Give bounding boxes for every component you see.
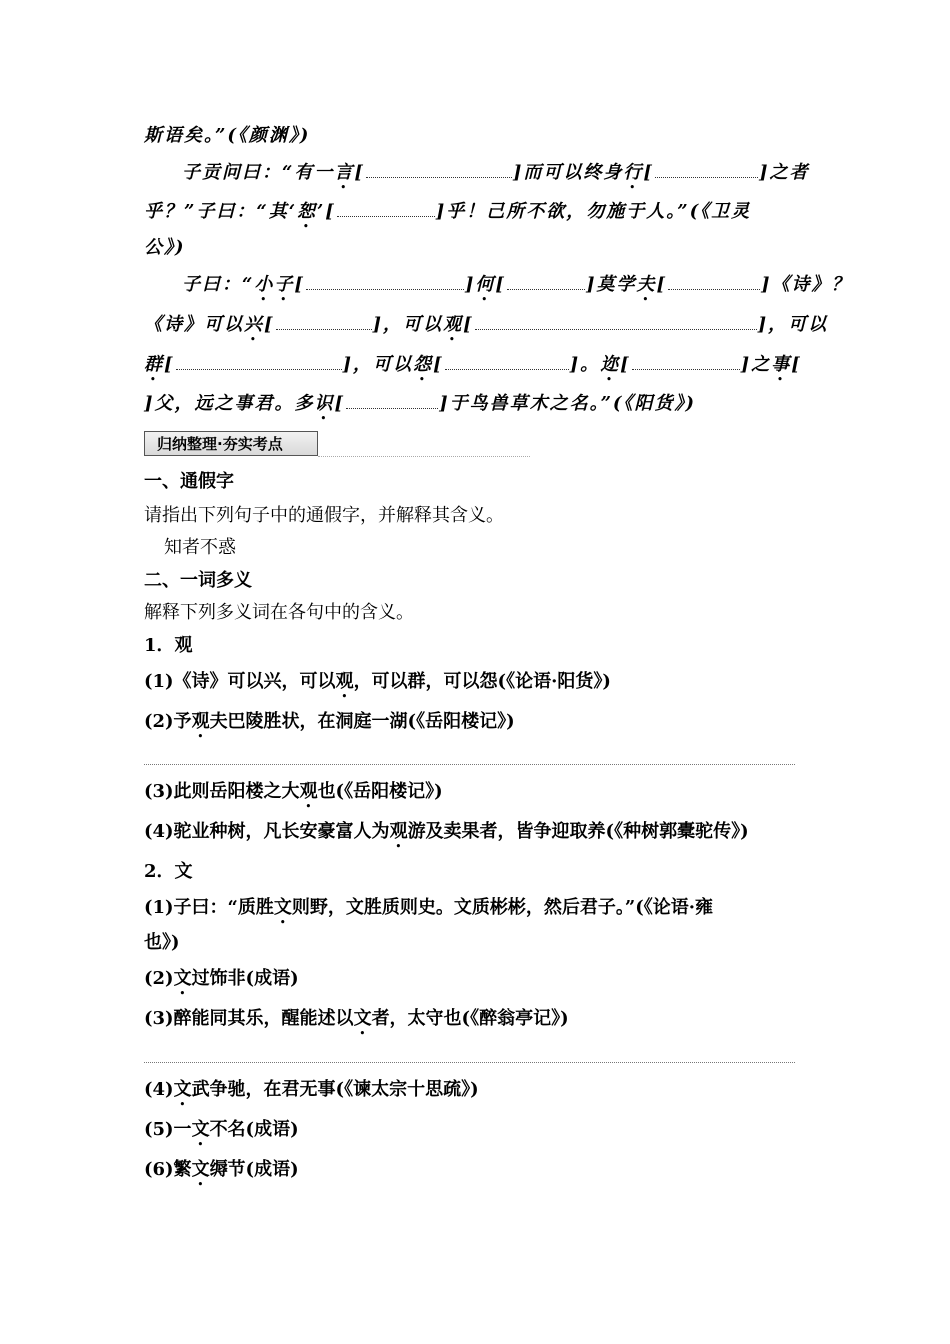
subsection-heading: 2．文 <box>144 861 193 882</box>
text: 也(《岳阳楼记》) <box>317 781 443 802</box>
answer-blank[interactable] <box>445 355 569 370</box>
key-word: 文 <box>173 968 192 989</box>
text: ]，可以 <box>757 314 829 335</box>
question-item <box>144 967 299 999</box>
text: ] <box>464 274 476 295</box>
text: ]于鸟兽草木之名。”(《阳货》) <box>439 393 696 414</box>
subsection-heading: 1．观 <box>144 635 193 656</box>
key-word: 恕 <box>296 201 317 222</box>
question-item <box>144 820 749 852</box>
question-item <box>144 670 611 702</box>
key-word: 观 <box>335 671 354 692</box>
answer-blank[interactable] <box>306 275 464 290</box>
key-word: 兴 <box>244 314 264 335</box>
text: (2)予 <box>144 711 192 732</box>
text-line: 也》) <box>144 932 180 953</box>
text: ，可以群，可以怨(《论语·阳货》) <box>353 671 611 692</box>
key-word: 观 <box>299 781 318 802</box>
text: [ <box>620 354 631 375</box>
text: 公》) <box>144 237 186 258</box>
question-item <box>144 1007 569 1039</box>
text: [ <box>463 314 474 335</box>
key-word: 言 <box>334 162 355 183</box>
text: 子贡问曰：“有一 <box>182 162 335 183</box>
text: (2) <box>144 968 174 989</box>
text: ]，可以 <box>372 314 444 335</box>
text-line <box>144 353 802 385</box>
section-banner: 归纳整理·夯实考点 <box>144 431 318 456</box>
text: 者，太守也(《醉翁亭记》) <box>371 1008 569 1029</box>
text-line <box>182 161 809 193</box>
text-line <box>144 392 696 424</box>
text: 不名(成语) <box>209 1119 299 1140</box>
question-item <box>144 896 713 928</box>
text: 子曰：“ <box>182 274 255 295</box>
key-word: 小子 <box>254 274 295 295</box>
text: ]之者 <box>758 162 810 183</box>
text: ]。 <box>569 354 601 375</box>
text: 斯语矣。”(《颜渊》) <box>144 125 311 146</box>
section-title: 二、一词多义 <box>144 570 252 591</box>
text: 《诗》可以 <box>144 314 244 335</box>
instruction: 解释下列多义词在各句中的含义。 <box>144 602 414 623</box>
answer-blank[interactable] <box>507 275 585 290</box>
text: [ <box>791 354 802 375</box>
question-item <box>144 780 443 812</box>
text: (4) <box>144 1079 174 1100</box>
answer-blank[interactable] <box>337 202 435 217</box>
text: (4)驼业种树，凡长安豪富人为 <box>144 821 390 842</box>
text: 武争驰，在君无事(《谏太宗十思疏》) <box>191 1079 479 1100</box>
text: (6)繁 <box>144 1159 192 1180</box>
answer-line[interactable] <box>144 1062 795 1063</box>
text-line <box>182 273 852 305</box>
question-item: 知者不惑 <box>164 537 236 558</box>
text: 游及卖果者，皆争迎取养(《种树郭橐驼传》) <box>407 821 749 842</box>
text: [ <box>334 393 346 414</box>
text: [ <box>264 314 275 335</box>
text: [ <box>656 274 668 295</box>
text: [ <box>495 274 506 295</box>
key-word: 文 <box>191 1119 210 1140</box>
text-line <box>144 236 186 260</box>
answer-blank[interactable] <box>176 355 342 370</box>
text: (1)《诗》可以兴，可以 <box>144 671 336 692</box>
text: ]而可以终身 <box>512 162 624 183</box>
section-title: 一、通假字 <box>144 471 234 492</box>
text: ]之 <box>740 354 772 375</box>
text: ]父，远之事君。多 <box>144 393 315 414</box>
text: (5)一 <box>144 1119 192 1140</box>
key-word: 怨 <box>413 354 434 375</box>
text-line <box>144 200 751 232</box>
key-word: 文 <box>191 1159 210 1180</box>
key-word: 观 <box>443 314 464 335</box>
text: ]，可以 <box>342 354 414 375</box>
key-word: 识 <box>314 393 335 414</box>
key-word: 观 <box>191 711 210 732</box>
question-item <box>144 710 515 742</box>
key-word: 事 <box>771 354 792 375</box>
text: [ <box>294 274 305 295</box>
answer-blank[interactable] <box>655 163 758 178</box>
key-word: 文 <box>353 1008 372 1029</box>
text: ’[ <box>316 201 336 222</box>
text: ]莫学 <box>585 274 637 295</box>
key-word: 何 <box>475 274 496 295</box>
text: 乎？”子曰：“其‘ <box>144 201 297 222</box>
answer-blank[interactable] <box>346 394 438 409</box>
text: (1)子曰：“质胜 <box>144 897 274 918</box>
key-word: 观 <box>389 821 408 842</box>
text: [ <box>433 354 444 375</box>
text: ]《诗》？ <box>761 274 852 295</box>
text-line <box>144 313 828 345</box>
instruction: 请指出下列句子中的通假字，并解释其含义。 <box>144 505 504 526</box>
text: [ <box>643 162 654 183</box>
text: (3)此则岳阳楼之大 <box>144 781 300 802</box>
text: 缛节(成语) <box>209 1159 299 1180</box>
text: [ <box>164 354 175 375</box>
answer-blank[interactable] <box>276 315 372 330</box>
divider <box>318 456 530 457</box>
text-line <box>144 124 310 148</box>
key-word: 群 <box>144 354 164 375</box>
answer-blank[interactable] <box>668 275 760 290</box>
question-item <box>144 1118 299 1150</box>
key-word: 夫 <box>636 274 657 295</box>
question-item <box>144 1078 479 1110</box>
answer-blank[interactable] <box>366 163 512 178</box>
text: ]乎！己所不欲，勿施于人。”(《卫灵 <box>435 201 752 222</box>
text: [ <box>354 162 365 183</box>
text: 过饰非(成语) <box>191 968 299 989</box>
answer-blank[interactable] <box>632 355 740 370</box>
key-word: 迩 <box>600 354 621 375</box>
text: (3)醉能同其乐，醒能述以 <box>144 1008 354 1029</box>
key-word: 文 <box>173 1079 192 1100</box>
key-word: 行 <box>623 162 644 183</box>
answer-blank[interactable] <box>475 315 757 330</box>
answer-line[interactable] <box>144 764 795 765</box>
text: 则野，文胜质则史。文质彬彬，然后君子。”(《论语·雍 <box>291 897 714 918</box>
key-word: 文 <box>273 897 292 918</box>
text: 夫巴陵胜状，在洞庭一湖(《岳阳楼记》) <box>209 711 515 732</box>
question-item <box>144 1158 299 1190</box>
